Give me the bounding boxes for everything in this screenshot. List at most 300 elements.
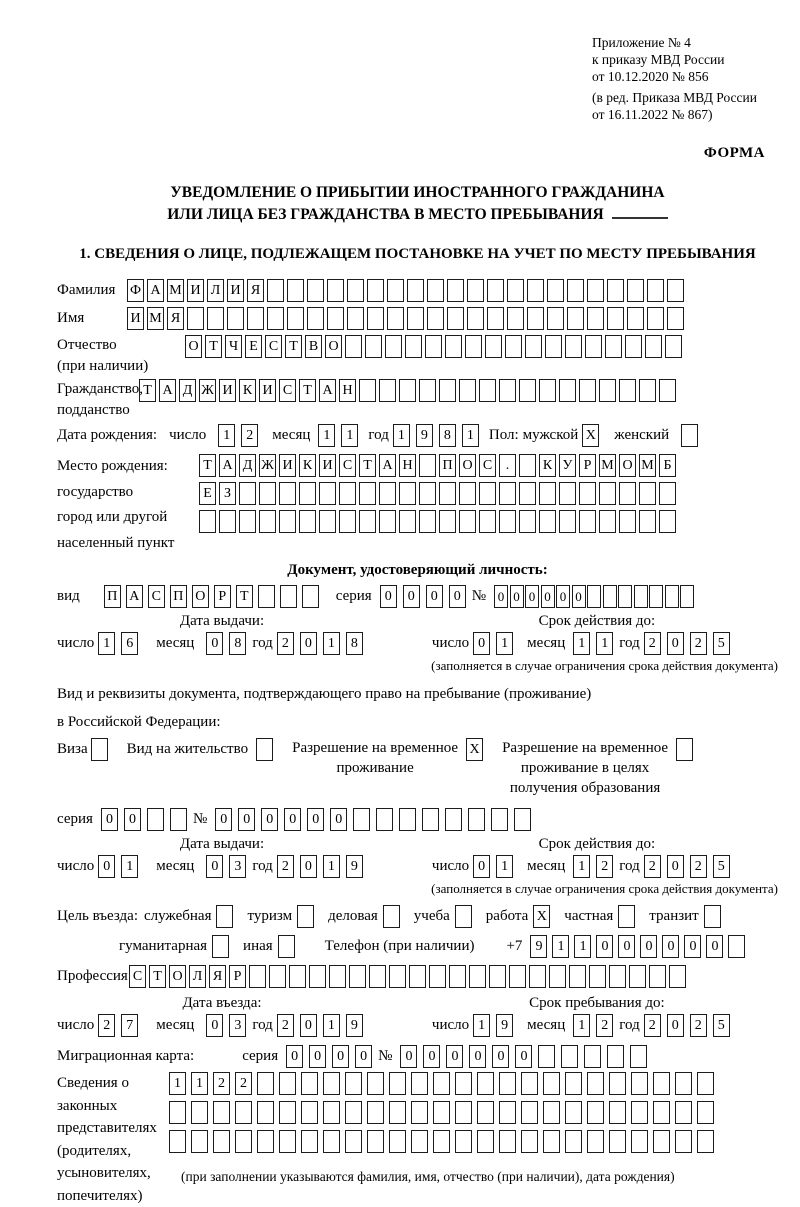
char-cell[interactable] <box>567 279 584 302</box>
char-cell[interactable] <box>455 1130 472 1153</box>
char-cell[interactable] <box>459 510 476 533</box>
char-cell[interactable] <box>487 279 504 302</box>
char-cell[interactable]: . <box>499 454 516 477</box>
char-cell[interactable]: 2 <box>213 1072 230 1095</box>
char-cell[interactable]: П <box>104 585 121 608</box>
char-cell[interactable] <box>379 379 396 402</box>
char-cell[interactable] <box>399 482 416 505</box>
char-cell[interactable]: 1 <box>218 424 235 447</box>
char-cell[interactable]: Т <box>236 585 253 608</box>
char-cell[interactable]: 9 <box>530 935 547 958</box>
char-cell[interactable]: 8 <box>346 632 363 655</box>
char-cell[interactable]: 1 <box>573 1014 590 1037</box>
char-cell[interactable]: 1 <box>496 855 513 878</box>
char-cell[interactable] <box>587 1101 604 1124</box>
char-cell[interactable]: 9 <box>346 855 363 878</box>
char-cell[interactable]: 2 <box>277 855 294 878</box>
char-cell[interactable] <box>697 1130 714 1153</box>
char-cell[interactable] <box>409 965 426 988</box>
char-cell[interactable]: Т <box>205 335 222 358</box>
char-cell[interactable] <box>347 279 364 302</box>
char-cell[interactable]: С <box>479 454 496 477</box>
char-cell[interactable]: 0 <box>206 632 223 655</box>
char-cell[interactable]: 0 <box>572 585 586 608</box>
char-cell[interactable] <box>579 510 596 533</box>
char-cell[interactable] <box>302 585 319 608</box>
char-cell[interactable]: 0 <box>473 632 490 655</box>
char-cell[interactable] <box>609 965 626 988</box>
char-cell[interactable]: 0 <box>380 585 397 608</box>
char-cell[interactable]: 0 <box>473 855 490 878</box>
char-cell[interactable] <box>521 1072 538 1095</box>
char-cell[interactable] <box>407 307 424 330</box>
char-cell[interactable] <box>547 279 564 302</box>
char-cell[interactable]: 2 <box>690 855 707 878</box>
char-cell[interactable] <box>665 585 679 608</box>
char-cell[interactable] <box>359 510 376 533</box>
char-cell[interactable] <box>297 905 314 928</box>
char-cell[interactable]: Д <box>239 454 256 477</box>
char-cell[interactable] <box>514 808 531 831</box>
char-cell[interactable] <box>667 279 684 302</box>
char-cell[interactable] <box>399 808 416 831</box>
char-cell[interactable]: О <box>169 965 186 988</box>
char-cell[interactable] <box>519 482 536 505</box>
char-cell[interactable]: 0 <box>556 585 570 608</box>
char-cell[interactable] <box>199 510 216 533</box>
char-cell[interactable] <box>259 482 276 505</box>
char-cell[interactable]: 1 <box>323 1014 340 1037</box>
char-cell[interactable]: Т <box>299 379 316 402</box>
char-cell[interactable] <box>433 1130 450 1153</box>
char-cell[interactable] <box>367 1072 384 1095</box>
char-cell[interactable] <box>639 482 656 505</box>
char-cell[interactable]: Т <box>139 379 156 402</box>
char-cell[interactable]: 1 <box>573 632 590 655</box>
char-cell[interactable]: К <box>539 454 556 477</box>
char-cell[interactable] <box>301 1072 318 1095</box>
char-cell[interactable] <box>399 379 416 402</box>
char-cell[interactable]: 0 <box>515 1045 532 1068</box>
char-cell[interactable] <box>609 1072 626 1095</box>
char-cell[interactable] <box>147 808 164 831</box>
char-cell[interactable] <box>329 965 346 988</box>
char-cell[interactable]: 0 <box>618 935 635 958</box>
char-cell[interactable] <box>468 808 485 831</box>
char-cell[interactable] <box>676 738 693 761</box>
char-cell[interactable]: К <box>239 379 256 402</box>
char-cell[interactable] <box>609 1130 626 1153</box>
char-cell[interactable]: Т <box>285 335 302 358</box>
char-cell[interactable] <box>379 510 396 533</box>
char-cell[interactable] <box>587 1130 604 1153</box>
char-cell[interactable] <box>258 585 275 608</box>
char-cell[interactable] <box>327 307 344 330</box>
char-cell[interactable]: И <box>219 379 236 402</box>
char-cell[interactable] <box>584 1045 601 1068</box>
char-cell[interactable] <box>603 585 617 608</box>
char-cell[interactable]: А <box>379 454 396 477</box>
char-cell[interactable] <box>345 1101 362 1124</box>
char-cell[interactable] <box>307 279 324 302</box>
char-cell[interactable]: 0 <box>330 808 347 831</box>
char-cell[interactable] <box>543 1101 560 1124</box>
char-cell[interactable] <box>359 482 376 505</box>
char-cell[interactable] <box>279 1130 296 1153</box>
char-cell[interactable]: 8 <box>439 424 456 447</box>
char-cell[interactable] <box>645 335 662 358</box>
char-cell[interactable]: 9 <box>346 1014 363 1037</box>
char-cell[interactable] <box>489 965 506 988</box>
char-cell[interactable] <box>287 279 304 302</box>
char-cell[interactable] <box>649 585 663 608</box>
char-cell[interactable]: 3 <box>229 1014 246 1037</box>
char-cell[interactable] <box>367 1101 384 1124</box>
char-cell[interactable]: Б <box>659 454 676 477</box>
char-cell[interactable] <box>407 279 424 302</box>
char-cell[interactable] <box>549 965 566 988</box>
char-cell[interactable] <box>367 279 384 302</box>
char-cell[interactable] <box>280 585 297 608</box>
char-cell[interactable] <box>235 1130 252 1153</box>
char-cell[interactable]: 1 <box>341 424 358 447</box>
char-cell[interactable] <box>649 965 666 988</box>
char-cell[interactable]: 8 <box>229 632 246 655</box>
char-cell[interactable] <box>91 738 108 761</box>
char-cell[interactable]: З <box>219 482 236 505</box>
char-cell[interactable] <box>389 1101 406 1124</box>
char-cell[interactable] <box>339 482 356 505</box>
char-cell[interactable] <box>479 379 496 402</box>
char-cell[interactable]: 5 <box>713 1014 730 1037</box>
char-cell[interactable] <box>647 307 664 330</box>
char-cell[interactable]: Н <box>339 379 356 402</box>
char-cell[interactable]: А <box>147 279 164 302</box>
char-cell[interactable] <box>419 482 436 505</box>
char-cell[interactable]: С <box>148 585 165 608</box>
char-cell[interactable]: Д <box>179 379 196 402</box>
char-cell[interactable]: 2 <box>241 424 258 447</box>
char-cell[interactable]: О <box>185 335 202 358</box>
char-cell[interactable] <box>630 1045 647 1068</box>
char-cell[interactable]: Н <box>399 454 416 477</box>
char-cell[interactable] <box>599 482 616 505</box>
char-cell[interactable]: Е <box>199 482 216 505</box>
char-cell[interactable]: Р <box>579 454 596 477</box>
char-cell[interactable] <box>634 585 648 608</box>
char-cell[interactable] <box>399 510 416 533</box>
char-cell[interactable] <box>345 335 362 358</box>
char-cell[interactable] <box>433 1101 450 1124</box>
char-cell[interactable] <box>459 482 476 505</box>
char-cell[interactable]: 1 <box>169 1072 186 1095</box>
char-cell[interactable] <box>607 1045 624 1068</box>
char-cell[interactable] <box>212 935 229 958</box>
char-cell[interactable] <box>235 1101 252 1124</box>
char-cell[interactable] <box>345 1130 362 1153</box>
char-cell[interactable] <box>389 965 406 988</box>
char-cell[interactable] <box>618 585 632 608</box>
char-cell[interactable] <box>527 307 544 330</box>
char-cell[interactable] <box>507 307 524 330</box>
char-cell[interactable] <box>427 307 444 330</box>
char-cell[interactable] <box>433 1072 450 1095</box>
char-cell[interactable]: 0 <box>400 1045 417 1068</box>
char-cell[interactable]: 9 <box>416 424 433 447</box>
char-cell[interactable] <box>653 1101 670 1124</box>
char-cell[interactable] <box>207 307 224 330</box>
char-cell[interactable]: 0 <box>667 855 684 878</box>
char-cell[interactable] <box>547 307 564 330</box>
char-cell[interactable]: 0 <box>510 585 524 608</box>
char-cell[interactable] <box>227 307 244 330</box>
char-cell[interactable] <box>587 585 601 608</box>
char-cell[interactable]: 0 <box>300 1014 317 1037</box>
char-cell[interactable]: А <box>319 379 336 402</box>
char-cell[interactable] <box>659 482 676 505</box>
char-cell[interactable] <box>607 307 624 330</box>
char-cell[interactable]: О <box>325 335 342 358</box>
char-cell[interactable]: М <box>599 454 616 477</box>
char-cell[interactable] <box>543 1072 560 1095</box>
char-cell[interactable]: Ж <box>199 379 216 402</box>
char-cell[interactable] <box>247 307 264 330</box>
char-cell[interactable] <box>299 510 316 533</box>
char-cell[interactable] <box>619 482 636 505</box>
char-cell[interactable] <box>681 424 698 447</box>
char-cell[interactable]: И <box>227 279 244 302</box>
char-cell[interactable]: М <box>147 307 164 330</box>
char-cell[interactable]: 2 <box>235 1072 252 1095</box>
char-cell[interactable] <box>539 482 556 505</box>
char-cell[interactable]: 2 <box>644 632 661 655</box>
char-cell[interactable]: 0 <box>261 808 278 831</box>
char-cell[interactable]: 2 <box>596 855 613 878</box>
char-cell[interactable]: 0 <box>640 935 657 958</box>
char-cell[interactable]: Т <box>149 965 166 988</box>
char-cell[interactable] <box>239 510 256 533</box>
char-cell[interactable]: Ж <box>259 454 276 477</box>
char-cell[interactable] <box>653 1072 670 1095</box>
char-cell[interactable] <box>543 1130 560 1153</box>
char-cell[interactable]: 0 <box>525 585 539 608</box>
char-cell[interactable]: 0 <box>300 632 317 655</box>
char-cell[interactable] <box>565 1130 582 1153</box>
char-cell[interactable]: 5 <box>713 632 730 655</box>
char-cell[interactable] <box>499 1101 516 1124</box>
char-cell[interactable] <box>191 1130 208 1153</box>
char-cell[interactable] <box>561 1045 578 1068</box>
char-cell[interactable]: 0 <box>355 1045 372 1068</box>
char-cell[interactable] <box>639 510 656 533</box>
char-cell[interactable]: С <box>265 335 282 358</box>
char-cell[interactable] <box>427 279 444 302</box>
char-cell[interactable]: П <box>439 454 456 477</box>
char-cell[interactable] <box>467 279 484 302</box>
char-cell[interactable] <box>675 1101 692 1124</box>
char-cell[interactable] <box>545 335 562 358</box>
char-cell[interactable]: 0 <box>662 935 679 958</box>
char-cell[interactable] <box>376 808 393 831</box>
char-cell[interactable]: М <box>639 454 656 477</box>
char-cell[interactable] <box>587 1072 604 1095</box>
char-cell[interactable] <box>279 510 296 533</box>
char-cell[interactable] <box>257 1101 274 1124</box>
char-cell[interactable] <box>267 307 284 330</box>
char-cell[interactable] <box>279 1072 296 1095</box>
char-cell[interactable]: 0 <box>332 1045 349 1068</box>
char-cell[interactable] <box>445 808 462 831</box>
char-cell[interactable] <box>369 965 386 988</box>
char-cell[interactable]: И <box>127 307 144 330</box>
char-cell[interactable]: 0 <box>284 808 301 831</box>
char-cell[interactable] <box>479 510 496 533</box>
char-cell[interactable]: К <box>299 454 316 477</box>
char-cell[interactable]: 2 <box>98 1014 115 1037</box>
char-cell[interactable] <box>527 279 544 302</box>
char-cell[interactable] <box>465 335 482 358</box>
char-cell[interactable]: 9 <box>496 1014 513 1037</box>
char-cell[interactable] <box>367 1130 384 1153</box>
char-cell[interactable] <box>565 335 582 358</box>
char-cell[interactable] <box>216 905 233 928</box>
char-cell[interactable]: 0 <box>706 935 723 958</box>
char-cell[interactable] <box>477 1072 494 1095</box>
char-cell[interactable] <box>669 965 686 988</box>
char-cell[interactable] <box>665 335 682 358</box>
char-cell[interactable] <box>455 1101 472 1124</box>
char-cell[interactable] <box>289 965 306 988</box>
char-cell[interactable] <box>704 905 721 928</box>
char-cell[interactable] <box>267 279 284 302</box>
char-cell[interactable] <box>569 965 586 988</box>
char-cell[interactable]: 0 <box>101 808 118 831</box>
char-cell[interactable] <box>675 1130 692 1153</box>
char-cell[interactable]: 1 <box>318 424 335 447</box>
char-cell[interactable]: 0 <box>98 855 115 878</box>
char-cell[interactable] <box>565 1072 582 1095</box>
char-cell[interactable] <box>565 1101 582 1124</box>
char-cell[interactable] <box>365 335 382 358</box>
char-cell[interactable] <box>405 335 422 358</box>
char-cell[interactable] <box>347 307 364 330</box>
char-cell[interactable] <box>538 1045 555 1068</box>
char-cell[interactable] <box>319 482 336 505</box>
char-cell[interactable] <box>639 379 656 402</box>
char-cell[interactable]: X <box>533 905 550 928</box>
char-cell[interactable] <box>619 510 636 533</box>
char-cell[interactable] <box>323 1072 340 1095</box>
char-cell[interactable] <box>509 965 526 988</box>
char-cell[interactable]: 0 <box>238 808 255 831</box>
char-cell[interactable] <box>191 1101 208 1124</box>
char-cell[interactable] <box>627 279 644 302</box>
char-cell[interactable] <box>389 1130 406 1153</box>
char-cell[interactable]: 2 <box>277 632 294 655</box>
char-cell[interactable] <box>411 1072 428 1095</box>
char-cell[interactable] <box>449 965 466 988</box>
char-cell[interactable]: 6 <box>121 632 138 655</box>
char-cell[interactable] <box>525 335 542 358</box>
char-cell[interactable] <box>675 1072 692 1095</box>
char-cell[interactable] <box>422 808 439 831</box>
char-cell[interactable]: 2 <box>644 855 661 878</box>
char-cell[interactable]: О <box>619 454 636 477</box>
char-cell[interactable] <box>521 1130 538 1153</box>
char-cell[interactable] <box>299 482 316 505</box>
char-cell[interactable]: 2 <box>596 1014 613 1037</box>
char-cell[interactable]: Е <box>245 335 262 358</box>
char-cell[interactable]: 2 <box>690 1014 707 1037</box>
char-cell[interactable] <box>187 307 204 330</box>
char-cell[interactable]: 1 <box>552 935 569 958</box>
char-cell[interactable]: Я <box>209 965 226 988</box>
char-cell[interactable]: Т <box>359 454 376 477</box>
char-cell[interactable] <box>257 1130 274 1153</box>
char-cell[interactable]: 0 <box>206 1014 223 1037</box>
char-cell[interactable]: 3 <box>229 855 246 878</box>
char-cell[interactable] <box>587 279 604 302</box>
char-cell[interactable]: X <box>582 424 599 447</box>
char-cell[interactable] <box>385 335 402 358</box>
char-cell[interactable] <box>429 965 446 988</box>
char-cell[interactable] <box>631 1072 648 1095</box>
char-cell[interactable] <box>256 738 273 761</box>
char-cell[interactable] <box>579 379 596 402</box>
char-cell[interactable] <box>579 482 596 505</box>
char-cell[interactable] <box>279 1101 296 1124</box>
char-cell[interactable]: 0 <box>124 808 141 831</box>
char-cell[interactable] <box>170 808 187 831</box>
char-cell[interactable]: 1 <box>121 855 138 878</box>
char-cell[interactable] <box>499 482 516 505</box>
char-cell[interactable] <box>607 279 624 302</box>
char-cell[interactable] <box>519 510 536 533</box>
char-cell[interactable] <box>349 965 366 988</box>
char-cell[interactable] <box>367 307 384 330</box>
char-cell[interactable]: 0 <box>684 935 701 958</box>
char-cell[interactable]: 1 <box>98 632 115 655</box>
char-cell[interactable] <box>257 1072 274 1095</box>
char-cell[interactable] <box>169 1130 186 1153</box>
char-cell[interactable] <box>279 482 296 505</box>
char-cell[interactable] <box>477 1101 494 1124</box>
char-cell[interactable] <box>680 585 694 608</box>
char-cell[interactable]: 1 <box>462 424 479 447</box>
char-cell[interactable] <box>631 1130 648 1153</box>
char-cell[interactable]: 0 <box>423 1045 440 1068</box>
char-cell[interactable] <box>359 379 376 402</box>
char-cell[interactable] <box>379 482 396 505</box>
char-cell[interactable] <box>419 510 436 533</box>
char-cell[interactable] <box>278 935 295 958</box>
char-cell[interactable] <box>323 1130 340 1153</box>
char-cell[interactable]: 2 <box>277 1014 294 1037</box>
char-cell[interactable] <box>387 279 404 302</box>
char-cell[interactable] <box>411 1130 428 1153</box>
char-cell[interactable] <box>323 1101 340 1124</box>
char-cell[interactable]: С <box>129 965 146 988</box>
char-cell[interactable]: 2 <box>644 1014 661 1037</box>
char-cell[interactable] <box>647 279 664 302</box>
char-cell[interactable] <box>625 335 642 358</box>
char-cell[interactable] <box>447 307 464 330</box>
char-cell[interactable] <box>455 905 472 928</box>
char-cell[interactable] <box>389 1072 406 1095</box>
char-cell[interactable] <box>697 1072 714 1095</box>
char-cell[interactable]: П <box>170 585 187 608</box>
char-cell[interactable]: 1 <box>596 632 613 655</box>
